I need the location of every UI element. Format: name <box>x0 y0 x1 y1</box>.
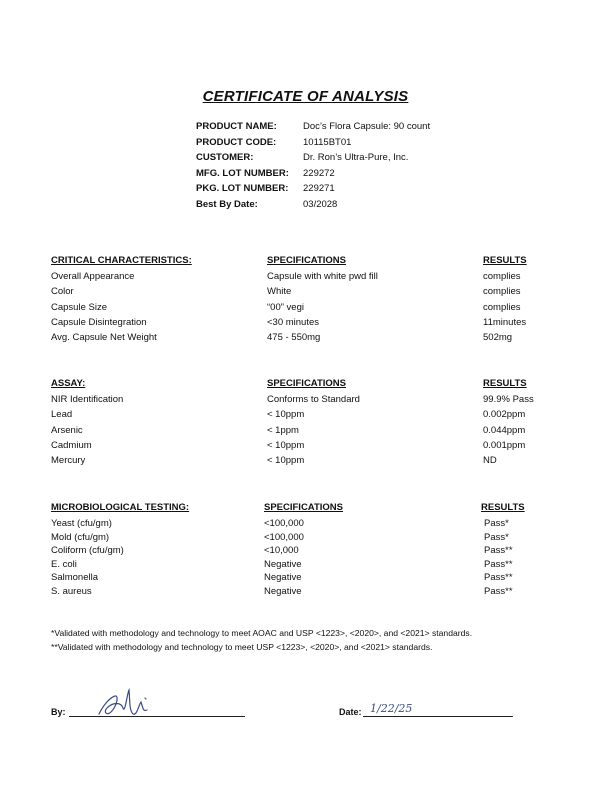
row-spec: < 10ppm <box>267 439 305 451</box>
row-result: Pass** <box>484 545 513 557</box>
critical-section <box>0 255 611 347</box>
row-label: Overall Appearance <box>51 271 135 282</box>
row-label: Mold (cfu/gm) <box>51 531 110 543</box>
table-row <box>0 302 611 317</box>
customer-label: CUSTOMER: <box>196 152 254 163</box>
row-spec: < 10ppm <box>267 455 305 467</box>
row-result: Pass** <box>484 585 513 597</box>
table-row <box>0 545 611 559</box>
table-row <box>0 271 611 286</box>
specifications-heading: SPECIFICATIONS <box>267 255 346 266</box>
table-row <box>0 440 611 455</box>
product-name-label: PRODUCT NAME: <box>196 121 277 132</box>
row-label: Capsule Size <box>51 301 107 313</box>
row-label: Mercury <box>51 455 86 467</box>
row-spec: Negative <box>264 585 302 597</box>
row-result: 99.9% Pass <box>483 394 534 405</box>
footnote-single-asterisk: *Validated with methodology and technology to meet AOAC and USP <1223>, <2020>, and <2021> standards. <box>51 628 473 638</box>
critical-heading: CRITICAL CHARACTERISTICS: <box>51 255 192 266</box>
row-result: 0.044ppm <box>483 424 526 436</box>
handwritten-date-text: 1/22/25 <box>370 702 413 715</box>
row-spec: <100,000 <box>264 518 304 529</box>
row-label: Arsenic <box>51 424 83 436</box>
row-label: Salmonella <box>51 572 98 584</box>
row-result: 0.001ppm <box>483 439 526 451</box>
assay-header-row <box>0 378 611 394</box>
row-result: Pass** <box>484 558 513 570</box>
assay-section <box>0 378 611 470</box>
mfg-lot-label: MFG. LOT NUMBER: <box>196 167 289 179</box>
row-label: Avg. Capsule Net Weight <box>51 332 157 344</box>
row-result: Pass* <box>484 518 509 529</box>
results-heading: RESULTS <box>483 255 527 266</box>
product-code-label: PRODUCT CODE: <box>196 136 277 148</box>
footnotes <box>51 628 472 656</box>
row-label: Coliform (cfu/gm) <box>51 545 124 557</box>
table-row <box>0 572 611 586</box>
micro-section <box>0 502 611 600</box>
table-row <box>0 286 611 301</box>
table-row <box>0 332 611 347</box>
row-spec: 475 - 550mg <box>267 332 321 344</box>
document-title: CERTIFICATE OF ANALYSIS <box>202 88 409 105</box>
results-heading: RESULTS <box>481 502 525 513</box>
table-row <box>0 518 611 532</box>
row-label: Capsule Disintegration <box>51 316 147 328</box>
handwritten-date <box>368 697 424 719</box>
specifications-heading: SPECIFICATIONS <box>264 502 343 513</box>
specifications-heading: SPECIFICATIONS <box>267 378 346 389</box>
table-row <box>0 394 611 409</box>
row-spec: Negative <box>264 558 302 570</box>
pkg-lot-label: PKG. LOT NUMBER: <box>196 183 289 194</box>
micro-heading: MICROBIOLOGICAL TESTING: <box>51 502 190 513</box>
row-label: Lead <box>51 409 73 421</box>
customer-value: Dr. Ron’s Ultra-Pure, Inc. <box>303 152 409 163</box>
row-label: Yeast (cfu/gm) <box>51 518 112 529</box>
row-spec: White <box>267 286 292 298</box>
row-label: Cadmium <box>51 439 92 451</box>
row-spec: <10,000 <box>264 545 299 557</box>
row-result: 502mg <box>483 332 513 344</box>
table-row <box>0 455 611 470</box>
product-name-value: Doc’s Flora Capsule: 90 count <box>303 121 431 132</box>
handwritten-signature <box>93 686 163 722</box>
best-by-value: 03/2028 <box>303 198 338 210</box>
row-result: complies <box>483 301 521 313</box>
table-row <box>0 409 611 424</box>
row-result: Pass* <box>484 531 509 543</box>
row-spec: < 1ppm <box>267 424 299 436</box>
table-row <box>0 586 611 600</box>
row-result: complies <box>483 271 521 282</box>
row-result: ND <box>483 455 497 467</box>
micro-header-row <box>0 502 611 518</box>
best-by-label: Best By Date: <box>196 198 258 210</box>
row-spec: Conforms to Standard <box>267 394 360 405</box>
row-spec: <30 minutes <box>267 316 320 328</box>
row-label: S. aureus <box>51 585 92 597</box>
table-row <box>0 317 611 332</box>
footnote-double-asterisk: **Validated with methodology and technology to meet USP <1223>, <2020>, and <2021> standards. <box>51 642 433 652</box>
row-result: 0.002ppm <box>483 409 526 421</box>
critical-header-row <box>0 255 611 271</box>
row-spec: Negative <box>264 572 302 584</box>
row-result: Pass** <box>484 572 513 584</box>
results-heading: RESULTS <box>483 378 527 389</box>
row-result: 11minutes <box>483 316 527 328</box>
row-label: E. coli <box>51 558 77 570</box>
table-row <box>0 425 611 440</box>
row-spec: < 10ppm <box>267 409 305 421</box>
product-code-value: 10115BT01 <box>303 136 352 148</box>
table-row <box>0 559 611 573</box>
row-result: complies <box>483 286 521 298</box>
row-label: Color <box>51 286 74 298</box>
date-label: Date: <box>339 707 362 717</box>
row-label: NIR Identification <box>51 394 124 405</box>
row-spec: <100,000 <box>264 531 304 543</box>
mfg-lot-value: 229272 <box>303 167 335 179</box>
table-row <box>0 532 611 546</box>
assay-heading: ASSAY: <box>51 378 86 389</box>
by-label: By: <box>51 707 66 717</box>
row-spec: Capsule with white pwd fill <box>267 271 378 282</box>
pkg-lot-value: 229271 <box>303 183 335 194</box>
row-spec: “00” vegi <box>267 301 304 313</box>
